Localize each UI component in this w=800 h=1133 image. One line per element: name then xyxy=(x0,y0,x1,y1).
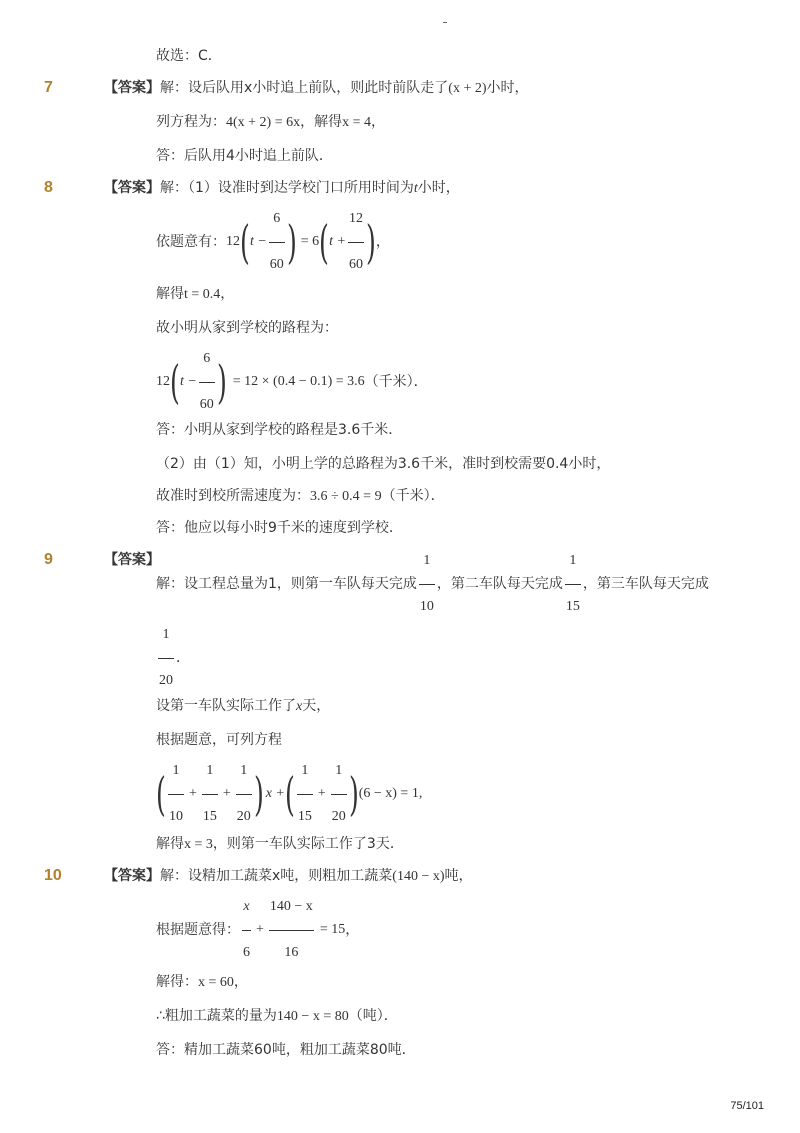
fraction: $\frac{1}{10}$ xyxy=(419,553,434,614)
q8-speed: 故准时到校所需速度为：3.6 ÷ 0.4 = 9（千米）． xyxy=(156,488,445,504)
q10-rough: ∴粗加工蔬菜的量为140 − x = 80（吨）． xyxy=(156,1008,398,1024)
q8-calculation: 12 ( t − $\frac{6}{60}$ ) = 12 × (0.4 − 0.1) = 3.6 （千米）． xyxy=(156,351,428,412)
q7-line1: 【答案】解：设后队用x小时追上前队，则此时前队走了(x + 2)小时， xyxy=(104,80,529,96)
q7-answer: 答：后队用4小时追上前队． xyxy=(156,148,333,164)
question-number-10: 10 xyxy=(44,867,62,884)
q9-solve: 解得x = 3，则第一车队实际工作了3天． xyxy=(156,836,404,852)
q8-line1: 【答案】解：（1）设准时到达学校门口所用时间为t小时， xyxy=(104,180,460,196)
q8-part2: （2）由（1）知，小明上学的总路程为3.6千米，准时到校需要0.4小时， xyxy=(156,456,611,472)
fraction: $\frac{1}{10}$ xyxy=(168,763,183,824)
fraction: $\frac{1}{15}$ xyxy=(565,553,580,614)
fraction: $\frac{6}{60}$ xyxy=(269,211,284,272)
q8-answer1: 答：小明从家到学校的路程是3.6千米． xyxy=(156,422,403,438)
q9-line3: 根据题意，可列方程 xyxy=(156,732,282,748)
fraction: $\frac{6}{60}$ xyxy=(199,351,214,412)
fraction: $\frac{1}{20}$ xyxy=(331,763,346,824)
q10-equation: 根据题意得： $\frac{x}{6}$ + $\frac{140 - x}{16}$ = 15 ， xyxy=(156,899,360,960)
q7-line2: 列方程为：4(x + 2) = 6x，解得x = 4， xyxy=(156,114,386,130)
answer-tag: 【答案】 xyxy=(104,552,160,568)
fraction: $\frac{1}{15}$ xyxy=(202,763,217,824)
fraction: $\frac{x}{6}$ xyxy=(243,899,250,960)
page-number: 75/101 xyxy=(730,1100,764,1112)
q8-answer2: 答：他应以每小时9千米的速度到学校． xyxy=(156,520,403,536)
fraction: $\frac{1}{20}$ xyxy=(159,627,173,688)
q10-answer: 答：精加工蔬菜60吨，粗加工蔬菜80吨． xyxy=(156,1042,416,1058)
q9-line1-cont: $\frac{1}{20}$ ． xyxy=(159,627,190,688)
q8-distance-label: 故小明从家到学校的路程为： xyxy=(156,320,338,336)
q8-solve: 解得t = 0.4， xyxy=(156,286,235,302)
q9-line2: 设第一车队实际工作了x天， xyxy=(156,698,331,714)
question-number-9: 9 xyxy=(44,551,53,568)
q6-tail: 故选：C． xyxy=(156,48,222,64)
q9-line1: 解：设工程总量为1，则第一车队每天完成 $\frac{1}{10}$ ，第二车队每天完成 $\frac{1}{15}$ ，第三车队每天完成 xyxy=(156,553,709,614)
header-mark xyxy=(443,22,447,23)
q10-solve: 解得：x = 60， xyxy=(156,974,248,990)
q9-equation: ( $\frac{1}{10}$ + $\frac{1}{15}$ + $\frac{1}{20}$ ) x + ( $\frac{1}{15}$ + $\frac{1}{20}$ ) (6 − x) = 1, xyxy=(156,763,423,824)
fraction: $\frac{140 - x}{16}$ xyxy=(269,899,313,960)
fraction: $\frac{1}{15}$ xyxy=(297,763,312,824)
q10-line1: 【答案】解：设精加工蔬菜x吨，则粗加工蔬菜(140 − x)吨， xyxy=(104,868,473,884)
fraction: $\frac{12}{60}$ xyxy=(348,211,363,272)
answer-tag: 【答案】 xyxy=(104,80,160,96)
question-number-8: 8 xyxy=(44,179,53,196)
q8-equation: 依题意有： 12 ( t − $\frac{6}{60}$ ) = 6 ( t + $\frac{12}{60}$ ) ， xyxy=(156,211,390,272)
question-number-7: 7 xyxy=(44,79,53,96)
fraction: $\frac{1}{20}$ xyxy=(236,763,251,824)
